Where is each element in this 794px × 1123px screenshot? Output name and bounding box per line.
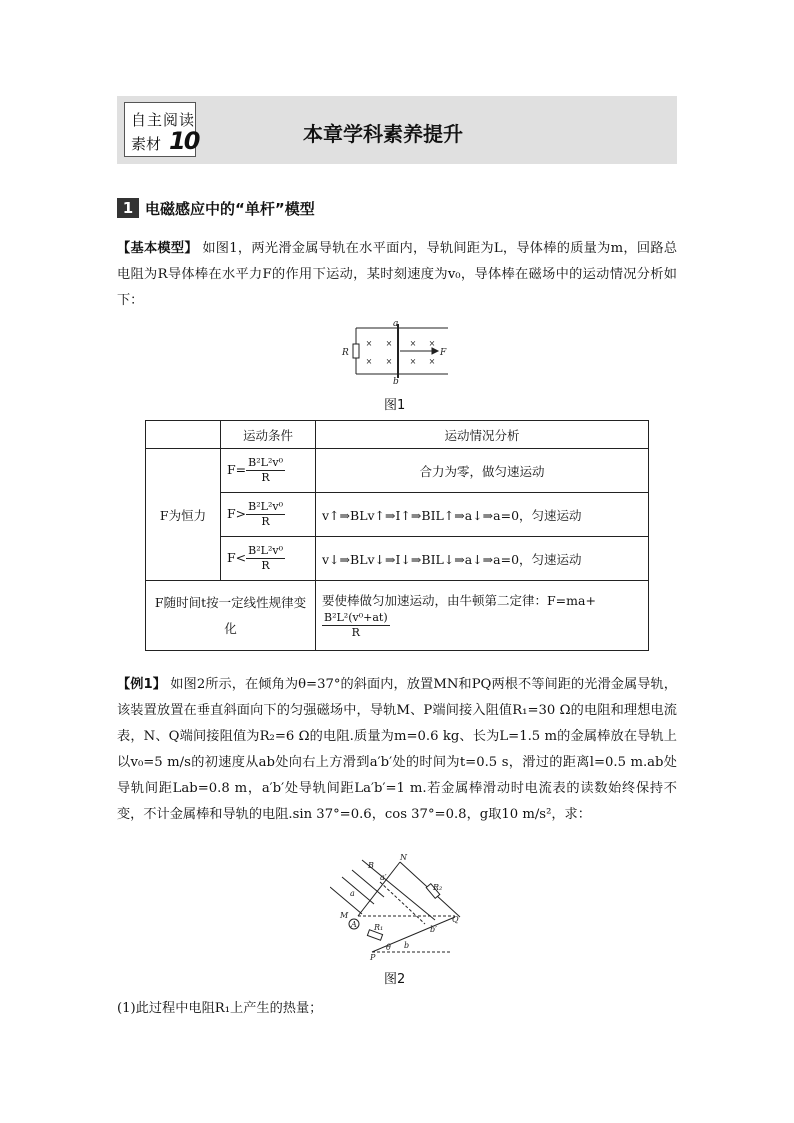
result-cell-newton [316, 581, 649, 651]
table-header-empty [146, 421, 221, 449]
field-cross: × [385, 357, 393, 366]
label-a: a [393, 319, 399, 329]
reading-badge [124, 102, 199, 157]
fraction [246, 544, 285, 573]
chapter-title: 本章学科素养提升 [303, 122, 463, 146]
basic-model-text: 如图1，两光滑金属导轨在水平面内，导轨间距为L，导体棒的质量为m，回路总电阻为R导体棒在水平力F的作用下运动，某时刻速度为v₀，导体棒在磁场中的运动情况分析如下： [117, 241, 678, 308]
numerator: B²L²v⁰ [248, 500, 283, 513]
field-cross: × [409, 357, 417, 366]
fig2-label: M [340, 911, 349, 920]
numerator: B²L²(v⁰+at) [324, 611, 388, 624]
field-cross: × [409, 339, 417, 348]
badge-number: 10 [169, 127, 199, 155]
denominator: R [351, 626, 360, 639]
group-linear-force: F随时间t按一定线性规律变化 [146, 581, 316, 651]
fig2-label: R₂ [433, 883, 443, 892]
fig2-label: P [370, 953, 376, 962]
example-1-paragraph [117, 672, 677, 828]
fig2-label: a′ [380, 873, 387, 882]
fig2-label: N [400, 853, 407, 862]
section-number: 1 [117, 198, 139, 218]
denominator: R [261, 515, 270, 528]
basic-model-tag: 【基本模型】 [117, 241, 198, 256]
field-cross: × [428, 357, 436, 366]
fig2-label: θ [386, 943, 391, 952]
group-constant-force: F为恒力 [146, 449, 221, 581]
badge-line1: 自主阅读 [131, 111, 196, 129]
badge-line2: 素材 [131, 135, 162, 153]
result-cell: 合力为零，做匀速运动 [316, 449, 649, 493]
fig2-label: b [404, 941, 410, 950]
numerator: B²L²v⁰ [248, 456, 283, 469]
fig2-label: b′ [430, 925, 437, 934]
table-header-analysis: 运动情况分析 [316, 421, 649, 449]
condition-prefix: F< [227, 550, 247, 565]
field-cross: × [428, 339, 436, 348]
section-title: 电磁感应中的“单杆”模型 [145, 200, 315, 218]
denominator: R [261, 559, 270, 572]
result-cell: v↑⇒BLv↑⇒I↑⇒BIL↑⇒a↓⇒a=0，匀速运动 [316, 493, 649, 537]
numerator: B²L²v⁰ [248, 544, 283, 557]
condition-prefix: F> [227, 506, 247, 521]
question-1: (1)此过程中电阻R₁上产生的热量； [117, 1001, 323, 1016]
condition-cell [221, 493, 316, 537]
field-cross: × [365, 339, 373, 348]
condition-cell [221, 449, 316, 493]
condition-cell [221, 537, 316, 581]
table-header-condition: 运动条件 [221, 421, 316, 449]
figure-2-caption: 图2 [384, 972, 406, 987]
fig2-label: A [351, 920, 357, 929]
figure-2-diagram [330, 852, 465, 962]
fraction [246, 500, 285, 529]
label-F: F [440, 348, 447, 358]
fig2-label: Q [452, 915, 459, 924]
result-cell: v↓⇒BLv↓⇒I↓⇒BIL↓⇒a↓⇒a=0，匀速运动 [316, 537, 649, 581]
example-tag: 【例1】 [117, 677, 167, 692]
fig2-label: a [350, 889, 355, 898]
example-text: 如图2所示，在倾角为θ=37°的斜面内，放置MN和PQ两根不等间距的光滑金属导轨，该装置放置在垂直斜面向下的匀强磁场中，导轨M、P端间接入阻值R₁=30 Ω的电阻和理想电流表，N、Q端间接阻值为R₂=6 Ω的电阻.质量为m=0.6 kg、长为L=1.5 m的金属棒放在导轨上以v₀=5 m/s的初速度从ab处向右上方滑到a′b′处的时间为t=0.5 s，滑过的距离l=0.5 m.ab处导轨间距Lab=0.8 m，a′b′处导轨间距La′b′=1 m.若金属棒滑动时电流表的读数始终保持不变，不计金属棒和导轨的电阻.sin 37°=0.6，cos 37°=0.8，g取10 m/s²，求： [117, 677, 677, 822]
denominator: R [261, 471, 270, 484]
fig2-label: R₁ [374, 923, 384, 932]
field-cross: × [385, 339, 393, 348]
label-b: b [393, 377, 399, 387]
newton-text: 要使棒做匀加速运动，由牛顿第二定律：F=ma+ [322, 593, 596, 608]
fig2-label: B [368, 861, 374, 870]
basic-model-paragraph [117, 236, 677, 314]
chapter-header [117, 96, 677, 164]
fraction [246, 456, 285, 485]
condition-prefix: F= [227, 462, 247, 477]
label-R: R [342, 348, 349, 358]
motion-analysis-table [145, 420, 649, 651]
fraction [322, 611, 390, 640]
field-cross: × [365, 357, 373, 366]
figure-1-diagram [338, 318, 458, 388]
figure-1-caption: 图1 [384, 398, 406, 413]
